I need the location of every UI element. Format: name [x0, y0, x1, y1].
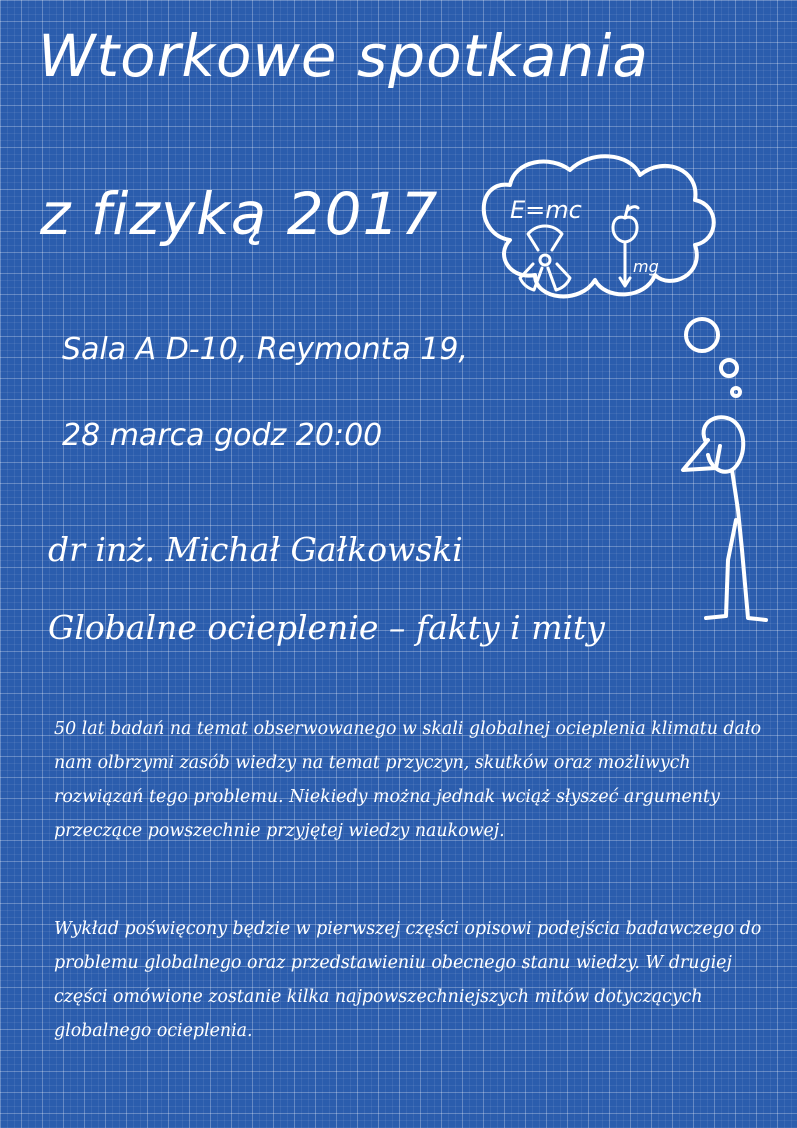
radiation-icon	[520, 226, 570, 290]
bubble-formula-label: E=mc	[510, 196, 582, 224]
thought-bubble-small-2	[721, 360, 737, 376]
speaker-name: dr inż. Michał Gałkowski	[48, 530, 463, 569]
date-time: 28 marca godz 20:00	[62, 418, 383, 453]
thought-bubble-small-1	[686, 319, 718, 351]
title-line-1: Wtorkowe spotkania	[38, 22, 649, 90]
thought-bubble-small-3	[732, 388, 740, 396]
thought-bubble-icon	[484, 156, 714, 296]
talk-title: Globalne ocieplenie – fakty i mity	[48, 608, 605, 647]
description-paragraph-1: 50 lat badań na temat obserwowanego w skali globalnej ocieplenia klimatu dało nam olbrzymi zasób wiedzy na temat przyczyn, skutków oraz możliwych rozwiązań tego problemu. Niekiedy można jednak wciąż słyszeć argumenty przeczące powszechnie przyjętej wiedzy naukowej.	[54, 719, 762, 841]
title-line-2: z fizyką 2017	[40, 180, 439, 248]
description-paragraph-2: Wykład poświęcony będzie w pierwszej części opisowi podejścia badawczego do problemu globalnego oraz przedstawieniu obecnego stanu wiedzy. W drugiej części omówione zostanie kilka najpowszechniejszych mitów dotyczących globalnego ocieplenia.	[54, 919, 762, 1041]
venue: Sala A D-10, Reymonta 19,	[62, 332, 468, 367]
bubble-force-label: mg	[633, 257, 659, 276]
stick-figure-icon	[683, 417, 766, 620]
thought-bubble-illustration	[470, 140, 790, 630]
